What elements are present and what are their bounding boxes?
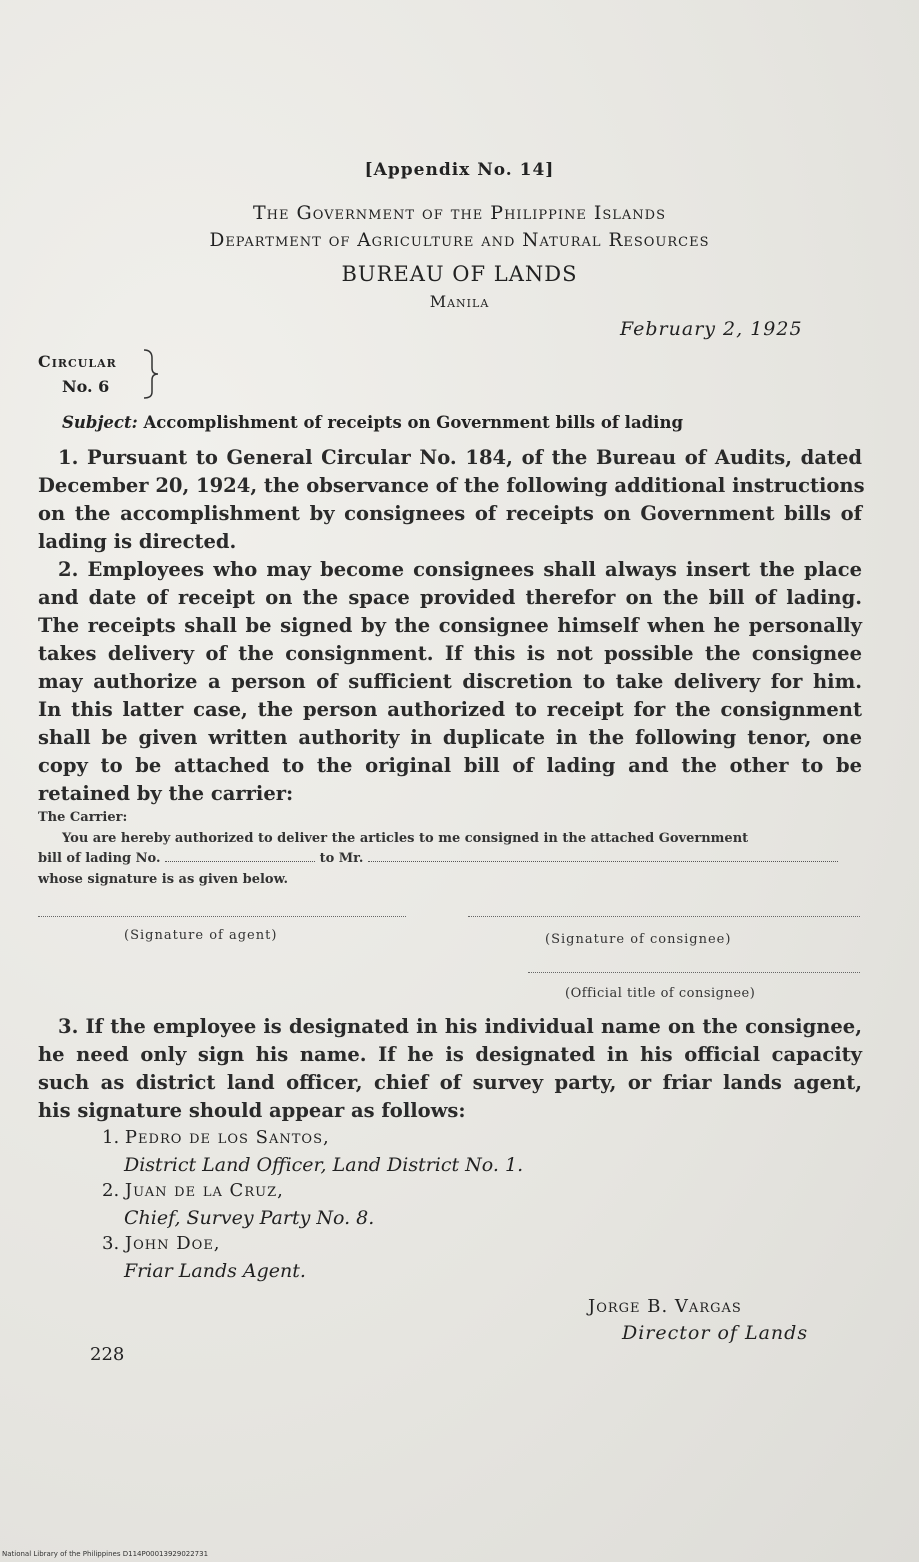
paragraph-2-line: The receipts shall be signed by the consignee himself when he personally xyxy=(38,614,862,637)
header-government: The Government of the Philippine Islands xyxy=(252,202,667,224)
bill-number-blank xyxy=(165,851,315,862)
paragraph-1-line: 1. Pursuant to General Circular No. 184, of the Bureau of Audits, dated xyxy=(58,446,862,469)
agent-signature-rule xyxy=(38,916,406,917)
form-line-1: You are hereby authorized to deliver the articles to me consigned in the attached Government xyxy=(62,831,749,846)
paragraph-2-line: takes delivery of the consignment. If this is not possible the consignee xyxy=(38,642,862,665)
form-line-2 xyxy=(38,851,838,866)
signatory-name: Jorge B. Vargas xyxy=(588,1296,742,1317)
paragraph-3-line: he need only sign his name. If he is designated in his official capacity xyxy=(38,1043,862,1066)
page-number: 228 xyxy=(90,1344,125,1365)
form-line-3: whose signature is as given below. xyxy=(38,872,289,887)
signatory-title: Director of Lands xyxy=(622,1322,809,1344)
example-3-title: Friar Lands Agent. xyxy=(124,1260,306,1282)
paragraph-1-line: December 20, 1924, the observance of the following additional instructions xyxy=(38,474,865,497)
archive-footer: National Library of the Philippines D114P00013929022731 xyxy=(2,1550,209,1558)
bill-label: bill of lading No. xyxy=(38,851,161,866)
header-bureau: BUREAU OF LANDS xyxy=(341,262,578,286)
header-city: Manila xyxy=(429,292,490,311)
paragraph-2-line: copy to be attached to the original bill of lading and the other to be xyxy=(38,754,862,777)
agent-name-blank xyxy=(368,851,838,862)
agent-signature-label: (Signature of agent) xyxy=(124,928,278,943)
paragraph-2 xyxy=(38,556,862,808)
paragraph-1-line: lading is directed. xyxy=(38,530,237,553)
paragraph-3-line: his signature should appear as follows: xyxy=(38,1099,466,1122)
paragraph-2-line: may authorize a person of sufficient discretion to take delivery for him. xyxy=(38,670,862,693)
example-2-title: Chief, Survey Party No. 8. xyxy=(124,1207,375,1229)
paragraph-2-line: In this latter case, the person authorized to receipt for the consignment xyxy=(38,698,862,721)
circular-number: No. 6 xyxy=(62,377,110,396)
paragraph-2-line: and date of receipt on the space provided therefor on the bill of lading. xyxy=(38,586,862,609)
circular-label: Circular xyxy=(38,352,117,371)
example-number: 3. xyxy=(102,1233,120,1254)
circular-date: February 2, 1925 xyxy=(620,318,803,340)
paragraph-3 xyxy=(38,1013,862,1125)
paragraph-1 xyxy=(38,444,865,556)
example-1-name xyxy=(102,1127,330,1148)
paragraph-3-line: 3. If the employee is designated in his individual name on the consignee, xyxy=(58,1015,862,1038)
brace-icon xyxy=(140,346,160,402)
official-title-label: (Official title of consignee) xyxy=(565,986,756,1001)
subject-text: Accomplishment of receipts on Government bills of lading xyxy=(143,413,683,432)
to-mr-label: to Mr. xyxy=(319,851,364,866)
appendix-label: [Appendix No. 14] xyxy=(364,160,555,180)
paragraph-2-line: shall be given written authority in duplicate in the following tenor, one xyxy=(38,726,862,749)
subject-line xyxy=(62,413,683,432)
example-name: John Doe, xyxy=(124,1233,221,1254)
example-3-name xyxy=(102,1233,221,1254)
paragraph-2-line: retained by the carrier: xyxy=(38,782,294,805)
example-1-title: District Land Officer, Land District No. 1. xyxy=(124,1154,524,1176)
example-number: 2. xyxy=(102,1180,120,1201)
example-number: 1. xyxy=(102,1127,120,1148)
consignee-signature-label: (Signature of consignee) xyxy=(545,932,732,947)
example-name: Pedro de los Santos, xyxy=(124,1127,330,1148)
official-title-rule xyxy=(528,972,860,973)
subject-label: Subject: xyxy=(62,413,138,432)
form-addressee: The Carrier: xyxy=(38,810,128,825)
consignee-signature-rule xyxy=(468,916,860,917)
example-2-name xyxy=(102,1180,284,1201)
example-name: Juan de la Cruz, xyxy=(124,1180,284,1201)
paragraph-1-line: on the accomplishment by consignees of receipts on Government bills of xyxy=(38,502,862,525)
header-department: Department of Agriculture and Natural Resources xyxy=(209,230,710,251)
paragraph-2-line: 2. Employees who may become consignees shall always insert the place xyxy=(58,558,862,581)
paragraph-3-line: such as district land officer, chief of survey party, or friar lands agent, xyxy=(38,1071,862,1094)
